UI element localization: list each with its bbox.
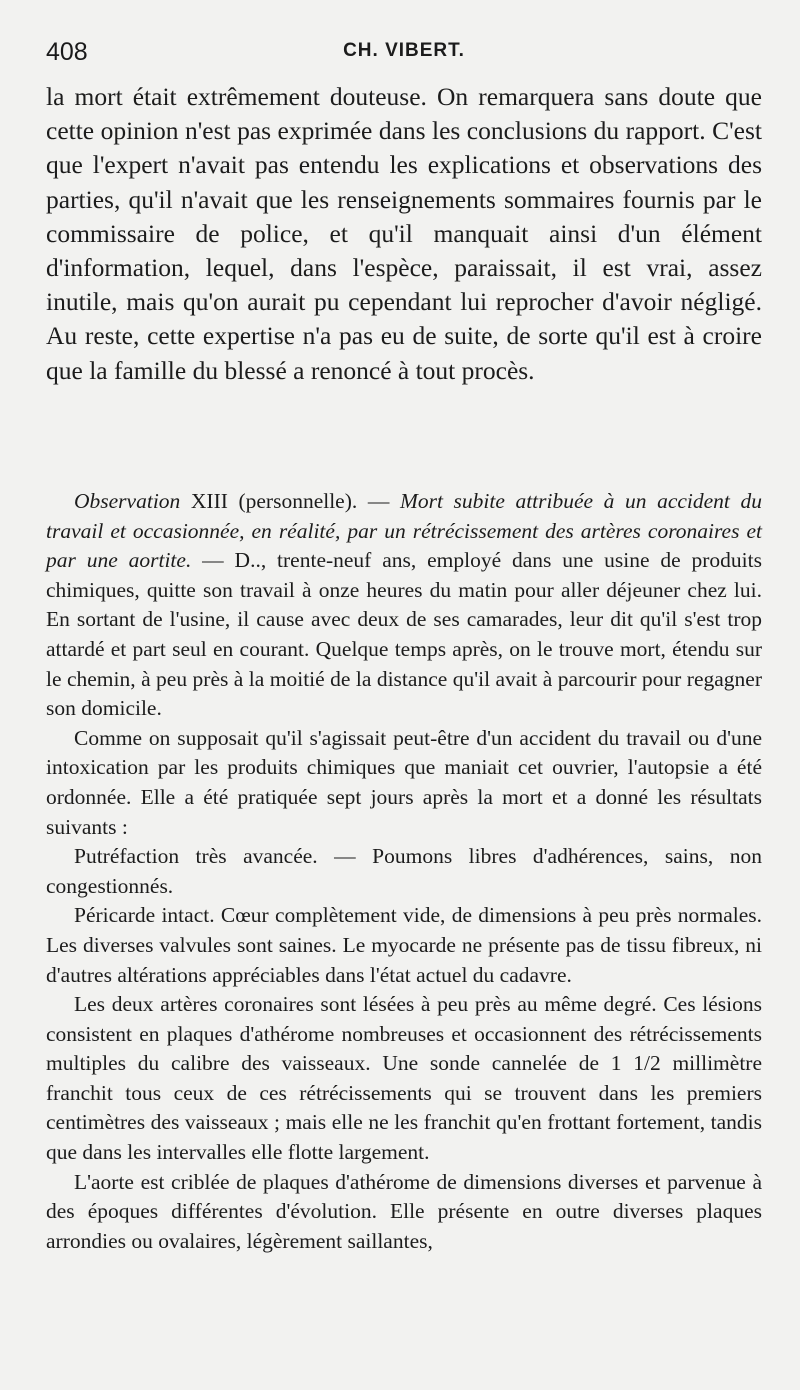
page-number: 408 [46, 38, 88, 66]
running-head: CH. VIBERT. [343, 40, 465, 61]
observation-text-block [46, 487, 762, 1256]
paragraph-putrefaction: Putréfaction très avancée. — Poumons libres d'adhérences, sains, non congestionnés. [46, 844, 762, 898]
paragraph-autopsie: Comme on supposait qu'il s'agissait peut-être d'un accident du travail ou d'une intoxication par les produits chimiques que maniait cet ouvrier, l'autopsie a été ordonnée. Elle a été pratiquée sept jours après la mort et a donné les résultats suivants : [46, 725, 762, 839]
page-header [46, 38, 762, 72]
observation-label: Observation [74, 489, 181, 513]
observation-number: XIII (personnelle). — [180, 489, 400, 513]
observation-title: Mort subite attribuée à un accident du travail et occasionnée, en réalité, par un rétrécissement des artères coronaires et par une aortite. [46, 489, 762, 573]
intro-text-block [46, 80, 762, 388]
paragraph-observation [46, 487, 762, 724]
observation-body: — D.., trente-neuf ans, employé dans une usine de produits chimiques, quitte son travail à onze heures du matin pour aller déjeuner chez lui. En sortant de l'usine, il cause avec deux de ses camarades, leur dit qu'il s'est trop attardé et part seul en courant. Quelque temps après, on le trouve mort, étendu sur le chemin, à peu près à la moitié de la distance qu'il avait à parcourir pour regagner son domicile. [46, 548, 762, 721]
paragraph-pericarde: Péricarde intact. Cœur complètement vide, de dimensions à peu près normales. Les diverses valvules sont saines. Le myocarde ne présente pas de tissu fibreux, ni d'autres altérations appréciables dans l'état actuel du cadavre. [46, 903, 762, 987]
paragraph-coronaires: Les deux artères coronaires sont lésées à peu près au même degré. Ces lésions consistent en plaques d'athérome nombreuses et occasionnent des rétrécissements multiples du calibre des vaisseaux. Une sonde cannelée de 1 1/2 millimètre franchit tous ceux de ces rétrécissements qui se trouvent dans les premiers centimètres des vaisseaux ; mais elle ne les franchit qu'en frottant fortement, tandis que dans les intervalles elle flotte largement. [46, 992, 762, 1165]
paragraph-aorte: L'aorte est criblée de plaques d'athérome de dimensions diverses et parvenue à des époques différentes d'évolution. Elle présente en outre diverses plaques arrondies ou ovalaires, légèrement saillantes, [46, 1169, 762, 1253]
paragraph-intro: la mort était extrêmement douteuse. On remarquera sans doute que cette opinion n'est pas exprimée dans les conclusions du rapport. C'est que l'expert n'avait pas entendu les explications et observations des parties, qu'il n'avait que les renseignements sommaires fournis par le commissaire de police, et qu'il manquait ainsi d'un élément d'information, lequel, dans l'espèce, paraissait, il est vrai, assez inutile, mais qu'on aurait pu cependant lui reprocher d'avoir négligé. Au reste, cette expertise n'a pas eu de suite, de sorte qu'il est à croire que la famille du blessé a renoncé à tout procès. [46, 82, 762, 385]
